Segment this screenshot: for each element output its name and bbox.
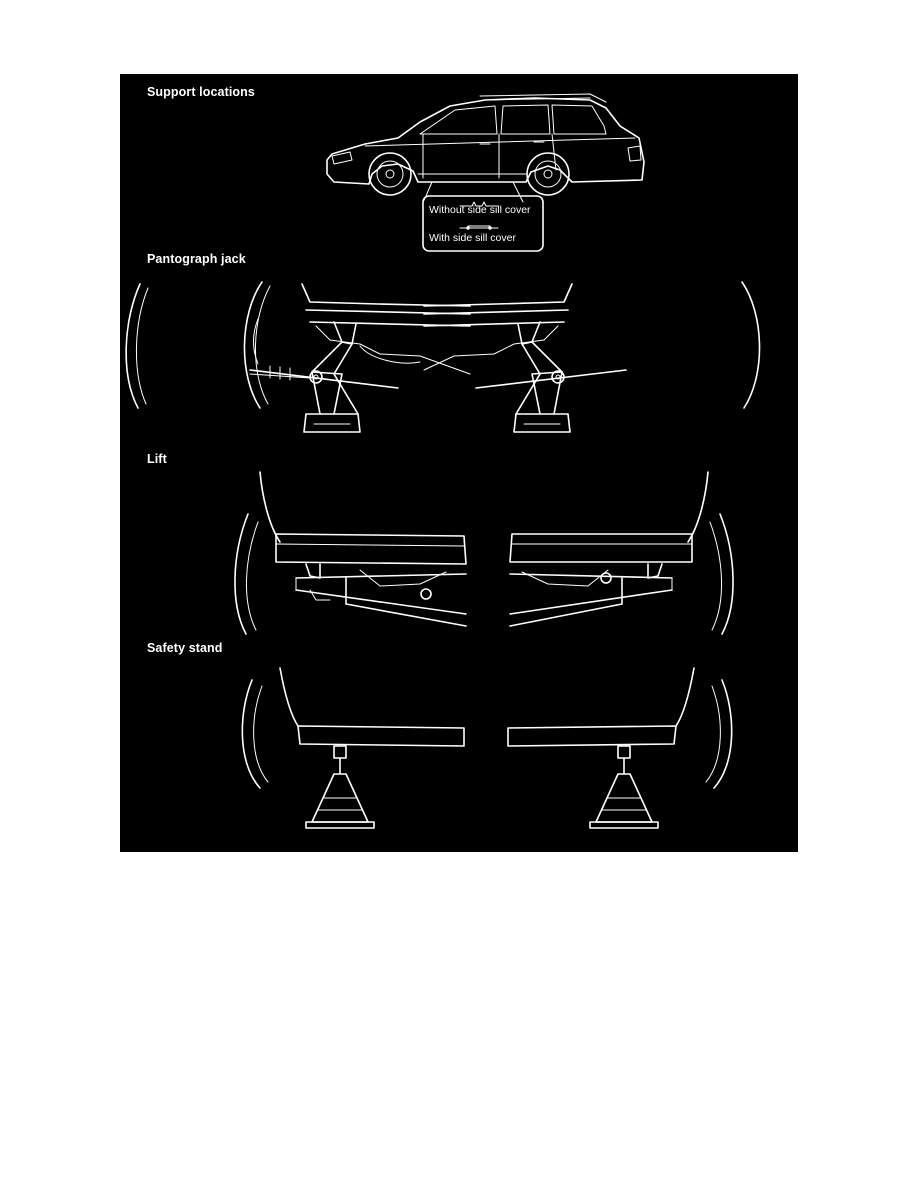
- pantograph-jack-left: [244, 282, 470, 432]
- safety-stand-left: [242, 668, 464, 828]
- support-locations-heading: Support locations: [147, 85, 255, 99]
- figure-drawing: [120, 74, 798, 852]
- safety-stand-right: [508, 668, 732, 828]
- safety-stand-heading: Safety stand: [147, 641, 223, 655]
- lift-left: [235, 472, 466, 634]
- pantograph-jack-right: [126, 282, 759, 432]
- legend-without-cover: Without side sill cover: [429, 204, 531, 216]
- pantograph-jack-heading: Pantograph jack: [147, 252, 246, 266]
- support-locations-figure: [120, 74, 798, 852]
- lift-heading: Lift: [147, 452, 167, 466]
- lift-right: [510, 472, 733, 634]
- legend-with-cover: With side sill cover: [429, 232, 516, 244]
- station-wagon-illustration: [327, 94, 644, 202]
